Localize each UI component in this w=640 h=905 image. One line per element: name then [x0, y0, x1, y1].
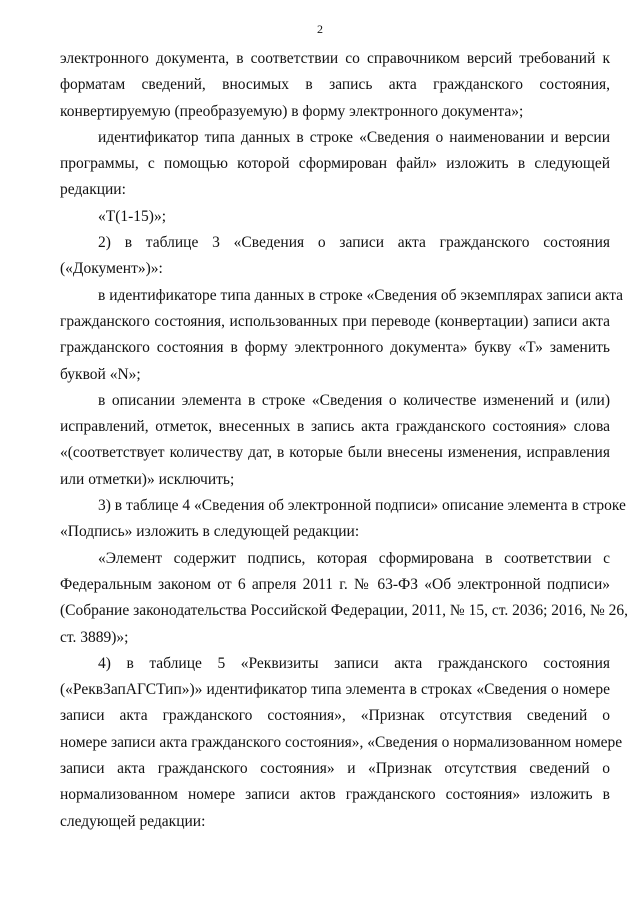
text-line: в описании элемента в строке «Сведения о количестве изменений и (или): [98, 391, 610, 409]
text-line: номере записи акта гражданского состояния», «Сведения о нормализованном номере: [60, 733, 623, 751]
text-line: исправлений, отметок, внесенных в запись акта гражданского состояния» слова: [60, 418, 610, 436]
paragraph-p2: [60, 125, 610, 204]
text-line: идентификатор типа данных в строке «Сведения о наименовании и версии: [98, 128, 610, 146]
text-line: записи акта гражданского состояния» и «Признак отсутствия сведений о: [60, 760, 610, 778]
text-line: 3) в таблице 4 «Сведения об электронной подписи» описание элемента в строке: [98, 497, 626, 515]
paragraph-p1: [60, 46, 610, 125]
text-line: гражданского состояния в форму электронного документа» букву «Т» заменить: [60, 339, 610, 357]
text-line: конвертируемую (преобразуемую) в форму электронного документа»;: [60, 102, 524, 120]
paragraph-p7: [60, 493, 626, 546]
text-line: записи акта гражданского состояния», «Признак отсутствия сведений о: [60, 707, 610, 725]
text-line: Федеральным законом от 6 апреля 2011 г. № 63-ФЗ «Об электронной подписи»: [60, 575, 610, 593]
text-line: «Элемент содержит подпись, которая сформирована в соответствии с: [98, 549, 610, 567]
document-body: [60, 46, 629, 835]
text-line: электронного документа, в соответствии со справочником версий требований к: [60, 50, 610, 67]
paragraph-p3: [60, 204, 610, 230]
text-line: ст. 3889)»;: [60, 628, 129, 646]
text-line: «Подпись» изложить в следующей редакции:: [60, 523, 360, 541]
text-line: программы, с помощью которой сформирован файл» изложить в следующей: [60, 155, 610, 173]
paragraph-p9: [60, 651, 623, 835]
text-line: или отметки)» исключить;: [60, 470, 235, 488]
text-line: («РеквЗапАГСТип»)» идентификатор типа элемента в строках «Сведения о номере: [60, 681, 610, 699]
paragraph-p6: [60, 388, 610, 493]
text-line: редакции:: [60, 181, 126, 199]
text-line: нормализованном номере записи актов гражданского состояния» изложить в: [60, 786, 610, 804]
paragraph-p5: [60, 283, 624, 388]
text-line: 2) в таблице 3 «Сведения о записи акта гражданского состояния: [98, 234, 610, 252]
text-line: буквой «N»;: [60, 365, 141, 383]
text-line: гражданского состояния, использованных при переводе (конвертации) записи акта: [60, 312, 610, 330]
paragraph-p4: [60, 230, 610, 283]
text-line: 4) в таблице 5 «Реквизиты записи акта гражданского состояния: [98, 654, 610, 672]
text-line: следующей редакции:: [60, 812, 206, 830]
text-line: в идентификаторе типа данных в строке «Сведения об экземплярах записи акта: [98, 286, 624, 304]
text-line: «T(1-15)»;: [98, 207, 167, 225]
text-line: форматам сведений, вносимых в запись акта гражданского состояния,: [60, 76, 610, 94]
page-number: 2: [317, 22, 323, 36]
text-line: «(соответствует количеству дат, в которые были внесены изменения, исправления: [60, 444, 610, 462]
text-line: («Документ»)»:: [60, 260, 163, 278]
text-line: (Собрание законодательства Российской Федерации, 2011, № 15, ст. 2036; 2016, № 26,: [60, 602, 629, 620]
paragraph-p8: [60, 546, 629, 651]
